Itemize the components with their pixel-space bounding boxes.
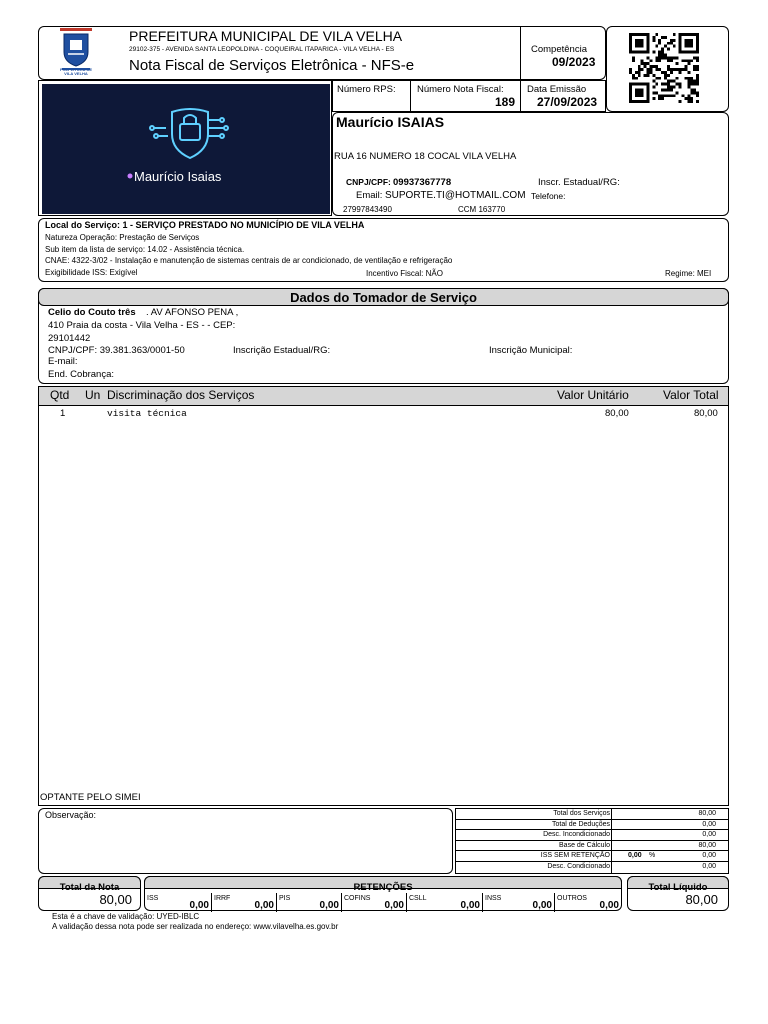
regime: Regime: MEI bbox=[665, 269, 712, 278]
nota-number-label: Número Nota Fiscal: bbox=[417, 84, 504, 95]
total-servicos-label: Total dos Serviços bbox=[553, 810, 610, 817]
incentivo-fiscal: Incentivo Fiscal: NÃO bbox=[366, 269, 443, 278]
total-liquido-label: Total Líquido bbox=[648, 882, 708, 893]
total-nota-label: Total da Nota bbox=[59, 882, 120, 893]
desc-incondicionado-value: 0,00 bbox=[702, 831, 716, 838]
col-qtd: Qtd bbox=[50, 388, 70, 402]
desc-condicionado-value: 0,00 bbox=[702, 862, 716, 870]
iss-value: 0,00 bbox=[702, 852, 716, 859]
observacao-label: Observação: bbox=[45, 810, 97, 820]
services-table bbox=[38, 386, 729, 806]
municipality-address: 29102-375 - AVENIDA SANTA LEOPOLDINA - COQUEIRAL ITAPARICA - VILA VELHA - ES bbox=[129, 46, 395, 53]
item-description: visita técnica bbox=[107, 408, 187, 419]
observacao-box bbox=[38, 808, 453, 874]
provider-address: RUA 16 NUMERO 18 COCAL VILA VELHA bbox=[334, 151, 517, 162]
tomador-ie: Inscrição Estadual/RG: bbox=[233, 345, 331, 356]
nota-number-value: 189 bbox=[495, 95, 516, 109]
numbers-divider-2 bbox=[520, 80, 521, 112]
ret-inss-label: INSS bbox=[485, 895, 502, 902]
total-nota-box bbox=[38, 876, 141, 911]
municipality-title: PREFEITURA MUNICIPAL DE VILA VELHA bbox=[129, 28, 403, 44]
ret-cofins-value: 0,00 bbox=[384, 900, 404, 911]
provider-logo bbox=[42, 84, 330, 214]
ret-csll-value: 0,00 bbox=[460, 900, 480, 911]
provider-email-label: Email: bbox=[356, 190, 383, 201]
col-valor-unitario: Valor Unitário bbox=[557, 388, 629, 402]
exigibilidade: Exigibilidade ISS: Exigível bbox=[45, 268, 138, 277]
rps-label: Número RPS: bbox=[337, 84, 396, 95]
total-nota-value: 80,00 bbox=[99, 892, 132, 907]
ret-csll-label: CSLL bbox=[409, 895, 427, 902]
optante-simei: OPTANTE PELO SIMEI bbox=[40, 792, 141, 803]
total-deducoes-label: Total de Deduções bbox=[552, 820, 610, 828]
tomador-title-bar bbox=[38, 288, 729, 306]
retencoes-box bbox=[144, 876, 622, 911]
total-servicos-value: 80,00 bbox=[698, 810, 716, 817]
provider-ie-label: Inscr. Estadual/RG: bbox=[538, 177, 620, 188]
tomador-cnpj: CNPJ/CPF: 39.381.363/0001-50 bbox=[48, 345, 185, 356]
base-calculo-label: Base de Cálculo bbox=[559, 841, 610, 849]
ret-pis-label: PIS bbox=[279, 895, 291, 902]
validation-key: Esta é a chave de validação: UYED-IBLC bbox=[52, 912, 200, 921]
col-un: Un bbox=[85, 388, 101, 402]
validation-url: A validação dessa nota pode ser realizada no endereço: www.vilavelha.es.gov.br bbox=[52, 922, 339, 931]
sub-item: Sub item da lista de serviço: 14.02 - Assistência técnica. bbox=[45, 245, 245, 254]
document-title: Nota Fiscal de Serviços Eletrônica - NFS-e bbox=[129, 57, 415, 74]
cnae: CNAE: 4322-3/02 - Instalação e manutenção de sistemas centrais de ar condicionado, de ventilação e refrigeração bbox=[45, 256, 453, 265]
provider-phone-value: 27997843490 bbox=[343, 205, 392, 214]
item-unit-value: 80,00 bbox=[605, 408, 629, 419]
competencia-value: 09/2023 bbox=[552, 55, 596, 69]
emissao-value: 27/09/2023 bbox=[537, 95, 598, 109]
seal-caption: PREFEITURA DE VILA VELHA bbox=[59, 67, 93, 76]
tomador-cobranca: End. Cobrança: bbox=[48, 369, 115, 380]
competencia-label: Competência bbox=[531, 44, 587, 55]
competencia-divider bbox=[520, 26, 521, 80]
provider-email-value: SUPORTE.TI@HOTMAIL.COM bbox=[385, 190, 526, 201]
provider-cnpj-label: CNPJ/CPF: bbox=[346, 177, 391, 187]
desc-condicionado-label: Desc. Condicionado bbox=[547, 862, 610, 870]
col-valor-total: Valor Total bbox=[663, 388, 719, 402]
ret-iss-value: 0,00 bbox=[189, 900, 209, 911]
retencoes-label: RETENÇÕES bbox=[353, 882, 413, 893]
ret-pis-value: 0,00 bbox=[319, 900, 339, 911]
emissao-label: Data Emissão bbox=[527, 84, 587, 95]
provider-ccm: CCM 163770 bbox=[458, 205, 506, 214]
tomador-email: E-mail: bbox=[48, 356, 78, 367]
ret-cofins-label: COFINS bbox=[344, 895, 371, 902]
provider-logo-text: Maurício Isaias bbox=[134, 169, 222, 184]
numbers-divider-1 bbox=[410, 80, 411, 112]
provider-name: Maurício ISAIAS bbox=[336, 114, 445, 130]
item-total-value: 80,00 bbox=[694, 408, 718, 419]
col-discriminacao: Discriminação dos Serviços bbox=[107, 388, 255, 402]
total-liquido-box bbox=[627, 876, 729, 911]
tomador-name: Celio do Couto três bbox=[48, 307, 136, 318]
table-row bbox=[39, 407, 728, 420]
item-qtd: 1 bbox=[60, 408, 66, 419]
iss-label: ISS SEM RETENÇÃO bbox=[540, 852, 610, 859]
qr-code-icon bbox=[628, 33, 700, 103]
ret-iss-label: ISS bbox=[147, 895, 159, 902]
total-liquido-value: 80,00 bbox=[685, 892, 718, 907]
ret-irrf-value: 0,00 bbox=[254, 900, 274, 911]
iss-pct: % bbox=[649, 852, 656, 859]
desc-incondicionado-label: Desc. Incondicionado bbox=[543, 831, 610, 838]
tomador-cep: 29101442 bbox=[48, 333, 91, 344]
tomador-title: Dados do Tomador de Serviço bbox=[290, 290, 477, 305]
tomador-address-1: . AV AFONSO PENA , bbox=[146, 307, 239, 318]
totals-box bbox=[455, 808, 729, 874]
total-deducoes-value: 0,00 bbox=[702, 820, 716, 828]
ret-outros-label: OUTROS bbox=[557, 895, 587, 902]
iss-rate: 0,00 bbox=[628, 852, 642, 859]
ret-inss-value: 0,00 bbox=[532, 900, 552, 911]
base-calculo-value: 80,00 bbox=[698, 841, 716, 849]
ret-outros-value: 0,00 bbox=[599, 900, 619, 911]
tomador-address-2: 410 Praia da costa - Vila Velha - ES - - CEP: bbox=[48, 320, 236, 331]
provider-cnpj-value: 09937367778 bbox=[393, 177, 452, 188]
tomador-im: Inscrição Municipal: bbox=[489, 345, 573, 356]
local-servico: Local do Serviço: 1 - SERVIÇO PRESTADO NO MUNICÍPIO DE VILA VELHA bbox=[45, 220, 365, 230]
provider-phone-label: Telefone: bbox=[531, 191, 566, 201]
natureza-operacao: Natureza Operação: Prestação de Serviços bbox=[45, 233, 200, 242]
ret-irrf-label: IRRF bbox=[214, 895, 231, 902]
